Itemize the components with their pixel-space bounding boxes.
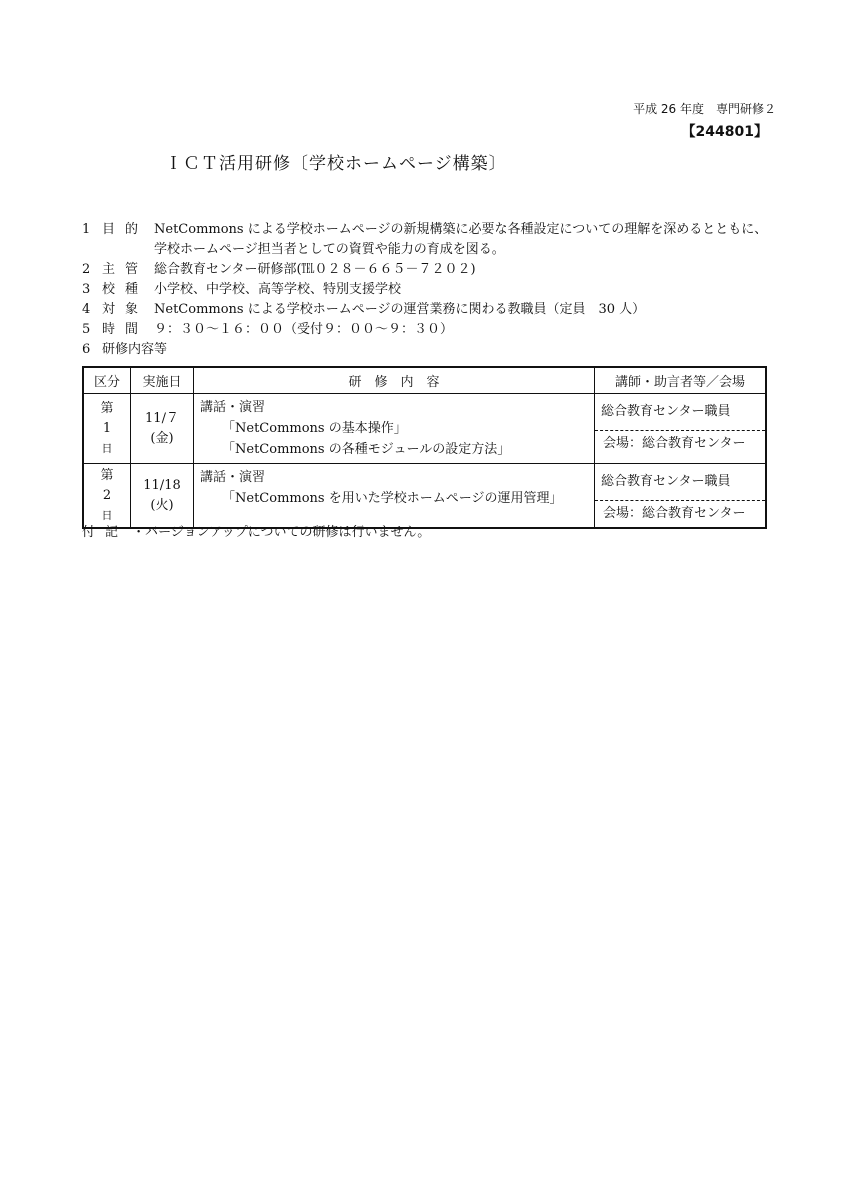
table-header-row <box>83 367 766 394</box>
date-cell <box>131 394 194 464</box>
note-text: ・バージョンアップについての研修は行いません。 <box>132 525 431 540</box>
session-topic: 「NetCommons の各種モジュールの設定方法」 <box>222 442 511 457</box>
header-content: 研 修 内 容 <box>194 367 595 394</box>
session-topic: 「NetCommons を用いた学校ホームページの運用管理」 <box>222 491 563 506</box>
item-number: 5 <box>82 322 91 337</box>
note <box>82 521 430 540</box>
session-topic: 「NetCommons の基本操作」 <box>222 421 407 436</box>
item-label: 対象 <box>102 302 149 317</box>
item-number: 6 <box>82 342 91 357</box>
instructor-cell <box>595 464 767 529</box>
header-division: 区分 <box>83 367 131 394</box>
item-number: 4 <box>82 302 91 317</box>
item-label: 時間 <box>102 322 149 337</box>
day-number: 1 <box>102 420 112 436</box>
item-number: 2 <box>82 262 91 277</box>
item-organizer <box>82 260 782 280</box>
item-purpose-continued <box>82 240 782 260</box>
header-date: 実施日 <box>131 367 194 394</box>
page-title: ＩＣＴ活用研修〔学校ホームページ構築〕 <box>165 154 507 174</box>
table-row <box>83 464 766 529</box>
fiscal-year-meta: 平成 26 年度 専門研修２ <box>633 102 776 116</box>
instructor-cell <box>595 394 767 464</box>
session-type: 講話・演習 <box>200 470 266 485</box>
weekday: (金) <box>150 430 174 446</box>
day-label: 第 <box>100 400 114 416</box>
item-label: 主管 <box>102 262 149 277</box>
venue: 会場：総合教育センター <box>603 506 746 521</box>
note-label: 付記 <box>82 525 129 540</box>
item-time <box>82 320 782 340</box>
session-type: 講話・演習 <box>200 400 266 415</box>
date: 11/18 <box>143 477 181 493</box>
table-row <box>83 394 766 464</box>
instructor: 総合教育センター職員 <box>595 464 765 501</box>
item-content-heading <box>82 340 782 360</box>
date: 11/７ <box>145 410 179 426</box>
day-cell <box>83 394 131 464</box>
item-text: 総合教育センター研修部(℡０２８－６６５－７２０２) <box>154 262 476 277</box>
course-details <box>82 220 782 360</box>
item-text: 学校ホームページ担当者としての資質や能力の育成を図る。 <box>154 242 505 257</box>
item-text: NetCommons による学校ホームページの運営業務に関わる教職員（定員 30 人） <box>154 302 646 317</box>
item-label: 研修内容等 <box>102 342 168 357</box>
item-text: ９：３０～１６：００（受付９：００～９：３０） <box>154 322 454 337</box>
content-cell <box>194 464 595 529</box>
item-label: 目的 <box>102 222 149 237</box>
course-code: 【244801】 <box>681 124 768 140</box>
item-text: NetCommons による学校ホームページの新規構築に必要な各種設定についての理解を深めるとともに、 <box>154 222 768 237</box>
venue: 会場：総合教育センター <box>603 436 746 451</box>
item-school-type <box>82 280 782 300</box>
item-number: 3 <box>82 282 91 297</box>
header-instructor: 講師・助言者等／会場 <box>595 367 767 394</box>
content-cell <box>194 394 595 464</box>
item-number: 1 <box>82 222 91 237</box>
instructor: 総合教育センター職員 <box>595 394 765 431</box>
item-text: 小学校、中学校、高等学校、特別支援学校 <box>154 282 402 297</box>
day-number: 2 <box>102 487 112 503</box>
schedule-table <box>82 366 767 529</box>
item-target <box>82 300 782 320</box>
weekday: (火) <box>150 497 174 513</box>
item-purpose <box>82 220 782 240</box>
day-cell <box>83 464 131 529</box>
day-label: 日 <box>101 441 113 455</box>
day-label: 日 <box>101 508 113 522</box>
date-cell <box>131 464 194 529</box>
day-label: 第 <box>100 467 114 483</box>
item-label: 校種 <box>102 282 149 297</box>
